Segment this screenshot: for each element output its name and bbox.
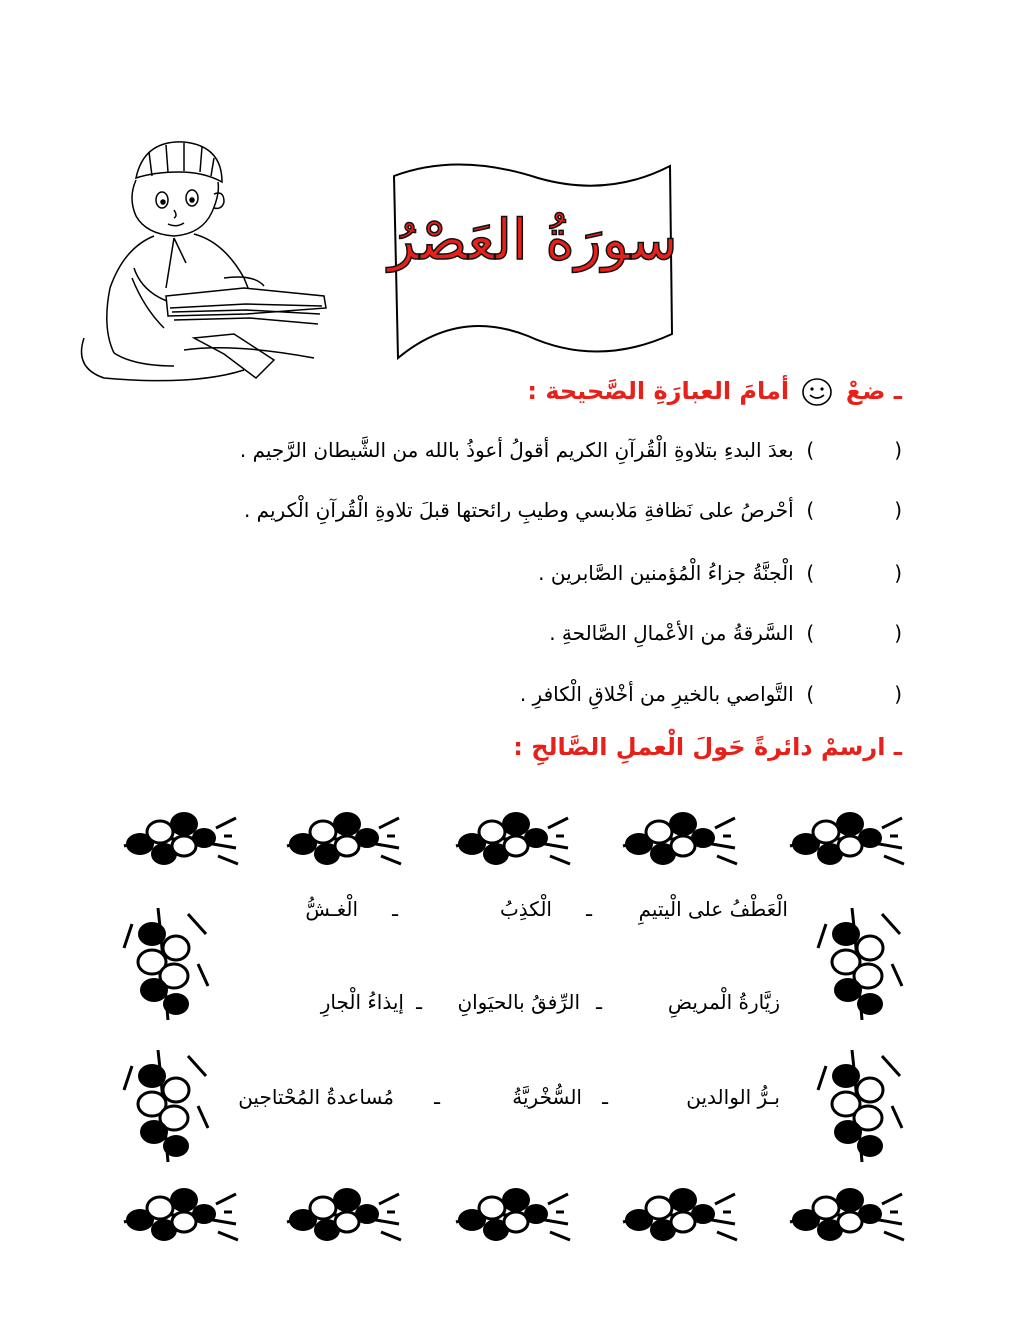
choice-item[interactable]: مُساعدةُ المُحْتاجين <box>238 1085 394 1109</box>
answer-paren-open[interactable]: ( <box>894 561 902 585</box>
instruction-place-smiley <box>302 376 902 408</box>
answer-paren-close[interactable]: ) <box>806 498 815 522</box>
choice-item[interactable]: الْعَطْفُ على الْيتيمِ <box>638 897 788 921</box>
grape-ornament-icon <box>283 1182 403 1248</box>
choice-item[interactable]: الْغـشُّ <box>305 897 358 921</box>
choice-separator: ـ <box>416 990 422 1014</box>
smiley-face-icon <box>801 376 833 408</box>
statement-row <box>202 438 902 462</box>
answer-paren-open[interactable]: ( <box>894 621 902 645</box>
answer-paren-close[interactable]: ) <box>806 561 815 585</box>
choice-separator: ـ <box>586 897 592 921</box>
grape-ornament-icon <box>812 904 908 1024</box>
grape-ornament-icon <box>812 1046 908 1166</box>
statement-row <box>202 682 902 706</box>
grape-ornament-icon <box>118 1046 214 1166</box>
grape-ornament-icon <box>786 1182 906 1248</box>
choice-item[interactable]: الْكذِبُ <box>499 897 552 921</box>
statement-text: التَّواصي بالخيرِ من أخْلاقِ الْكافرِ . <box>519 682 794 706</box>
instruction-circle: ـ ارسمْ دائرةً حَولَ الْعملِ الصَّالحِ : <box>513 733 902 761</box>
statement-row <box>202 498 902 522</box>
grape-ornament-icon <box>619 806 739 872</box>
answer-paren-open[interactable]: ( <box>894 682 902 706</box>
instruction-suffix: أمامَ العبارَةِ الصَّحيحة : <box>527 377 790 405</box>
statement-text: السَّرقةُ من الأعْمالِ الصَّالحةِ . <box>549 621 794 645</box>
choice-item[interactable]: زيَّارةُ الْمريضِ <box>667 990 780 1014</box>
statement-row <box>202 621 902 645</box>
instruction-prefix: ـ ضعْ <box>845 377 902 405</box>
grape-ornament-icon <box>118 904 214 1024</box>
grape-ornament-icon <box>452 806 572 872</box>
statement-text: الْجنَّةُ جزاءُ الْمُؤمنين الصَّابرين . <box>538 561 794 585</box>
choice-item[interactable]: السُّخْريَّةُ <box>512 1085 582 1109</box>
boy-reading-illustration <box>74 138 334 388</box>
grape-ornament-icon <box>619 1182 739 1248</box>
grape-ornament-icon <box>452 1182 572 1248</box>
statement-text: أحْرصُ على نَظافةِ مَلابسي وطيبِ رائحتها قبلَ تلاوةِ الْقُرآنِ الْكريم . <box>243 498 794 522</box>
choice-separator: ـ <box>434 1085 440 1109</box>
answer-paren-close[interactable]: ) <box>806 682 815 706</box>
choice-item[interactable]: إيذاءُ الْجارِ <box>320 990 404 1014</box>
grape-ornament-icon <box>120 806 240 872</box>
answer-paren-open[interactable]: ( <box>894 438 902 462</box>
answer-paren-open[interactable]: ( <box>894 498 902 522</box>
grape-ornament-icon <box>283 806 403 872</box>
choice-item[interactable]: الرِّفقُ بالحيَوانِ <box>457 990 580 1014</box>
choice-separator: ـ <box>392 897 398 921</box>
choice-separator: ـ <box>596 990 602 1014</box>
answer-paren-close[interactable]: ) <box>806 621 815 645</box>
choice-item[interactable]: بـرُّ الوالدين <box>686 1085 780 1109</box>
statement-row <box>202 561 902 585</box>
statement-text: بعدَ البدءِ بتلاوةِ الْقُرآنِ الكريم أقولُ أعوذُ بالله من الشَّيطان الرَّجيم . <box>239 438 794 462</box>
grape-ornament-icon <box>120 1182 240 1248</box>
answer-paren-close[interactable]: ) <box>806 438 815 462</box>
grape-ornament-icon <box>786 806 906 872</box>
page-title: سورَةُ العَصْرُ <box>388 208 678 273</box>
choice-separator: ـ <box>602 1085 608 1109</box>
